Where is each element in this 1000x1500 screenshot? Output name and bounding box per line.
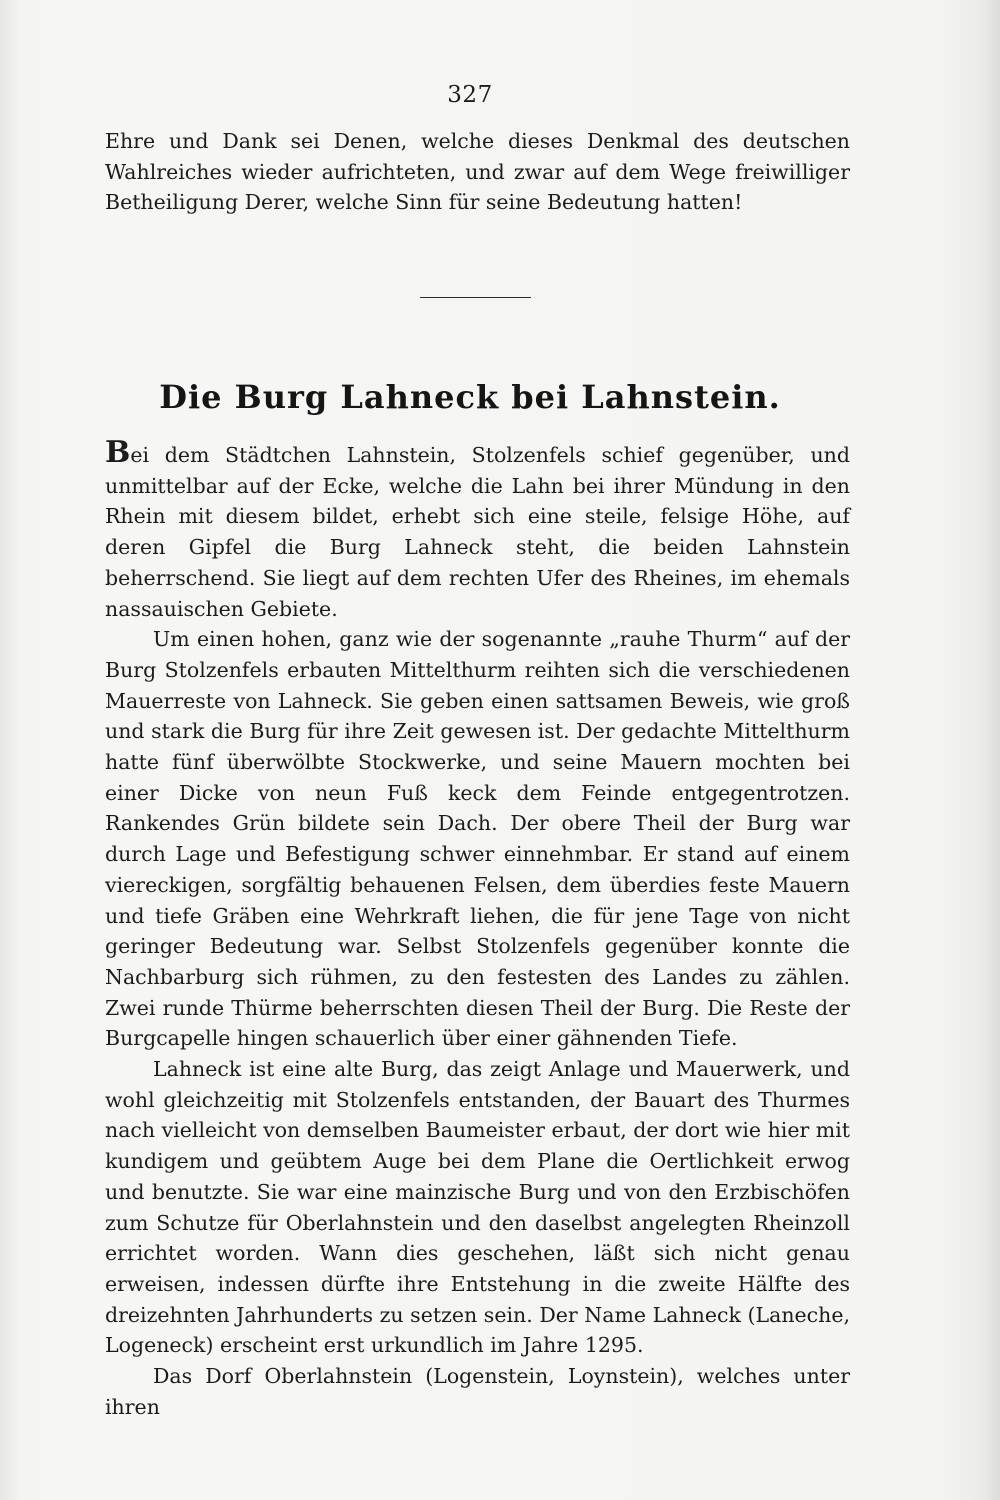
section-title: Die Burg Lahneck bei Lahnstein. [159, 378, 781, 416]
page-number: 327 [447, 82, 493, 108]
section-divider [420, 297, 531, 298]
paragraph-3: Lahneck ist eine alte Burg, das zeigt Anlage und Mauerwerk, und wohl gleichzeitig mit Stolzenfels entstanden, der Bauart des Thurmes nach vielleicht von demselben Baumeister erbaut, der dort wie hier mit kundigem und geübtem Auge bei dem Plane die Oertlichkeit erwog und benutzte. Sie war eine mainzische Burg und von den Erzbischöfen zum Schutze für Oberlahnstein und den daselbst angelegten Rheinzoll errichtet worden. Wann dies geschehen, läßt sich nicht genau erweisen, indessen dürfte ihre Entstehung in die zweite Hälfte des dreizehnten Jahrhunderts zu setzen sein. Der Name Lahneck (Laneche, Logeneck) erscheint erst urkundlich im Jahre 1295. [105, 1057, 851, 1358]
paragraph-1-text: ei dem Städtchen Lahnstein, Stolzenfels schief gegenüber, und unmittelbar auf der Ecke, welche die Lahn bei ihrer Mündung in den Rhein mit diesem bildet, erhebt sich eine steile, felsige Höhe, auf deren Gipfel die Burg Lahneck steht, die beiden Lahnstein beherrschend. Sie liegt auf dem rechten Ufer des Rheines, im ehemals nassauischen Gebiete. [105, 443, 850, 621]
paragraph-2: Um einen hohen, ganz wie der sogenannte „rauhe Thurm“ auf der Burg Stolzenfels erbauten Mittelthurm reihten sich die verschiedenen Mauerreste von Lahneck. Sie geben einen sattsamen Beweis, wie groß und stark die Burg für ihre Zeit gewesen ist. Der gedachte Mittelthurm hatte fünf überwölbte Stockwerke, und seine Mauern mochten bei einer Dicke von neun Fuß keck dem Feinde entgegentrotzen. Rankendes Grün bildete sein Dach. Der obere Theil der Burg war durch Lage und Befestigung schwer einnehmbar. Er stand auf einem viereckigen, sorgfältig behauenen Felsen, dem überdies feste Mauern und tiefe Gräben eine Wehrkraft liehen, die für jene Tage von nicht geringer Bedeutung war. Selbst Stolzenfels gegenüber konnte die Nachbarburg sich rühmen, zu den festesten des Landes zu zählen. Zwei runde Thürme beherrschten diesen Theil der Burg. Die Reste der Burgcapelle hingen schauerlich über einer gähnenden Tiefe. [105, 627, 850, 1051]
intro-paragraph: Ehre und Dank sei Denen, welche dieses Denkmal des deutschen Wahlreiches wieder aufrichteten, und zwar auf dem Wege freiwilliger Betheiligung Derer, welche Sinn für seine Bedeutung hatten! [105, 129, 850, 215]
article-body [105, 435, 851, 1423]
paragraph-1 [105, 435, 850, 624]
initial-letter: B [105, 435, 131, 470]
paragraph-4: Das Dorf Oberlahnstein (Logenstein, Loynstein), welches unter ihren [105, 1364, 850, 1419]
